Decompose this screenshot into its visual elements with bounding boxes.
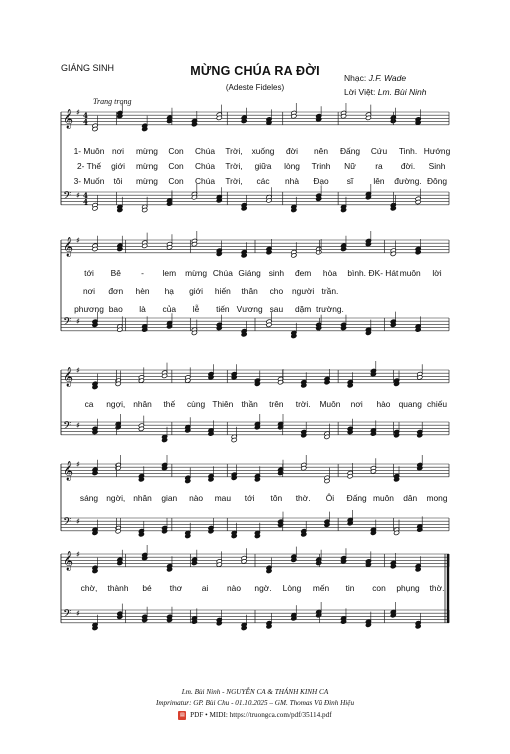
lyric-syllable: cùng (186, 399, 206, 409)
lyric-syllable: lem (162, 268, 177, 278)
lyric-syllable: nơi (82, 286, 96, 296)
footer-links (0, 711, 510, 720)
lyric-syllable: sĩ (346, 176, 354, 186)
lyric-syllable: ca (84, 399, 94, 409)
lyric-syllable: Đấng (339, 146, 361, 156)
lyric-syllable: hèn (135, 286, 150, 296)
lyric-syllable: Tinh. (398, 146, 418, 156)
lyric-syllable: nhân (133, 493, 152, 503)
lyric-syllable: nên (314, 146, 328, 156)
lyric-syllable: đơn (108, 286, 124, 296)
tempo-marking: Trang trọng (93, 97, 132, 106)
lyric-syllable: thành (107, 583, 129, 593)
lyric-syllable: tin (345, 583, 355, 593)
lyric-syllable: Trời, (225, 146, 243, 156)
lyric-syllable: Lòng (282, 583, 302, 593)
lyric-syllable: Con (168, 146, 184, 156)
lyric-syllable: sáng (79, 493, 99, 503)
lyric-syllable: hiến (214, 286, 231, 296)
lyric-syllable: là (139, 304, 146, 314)
lyric-syllable: hào (376, 399, 391, 409)
lyric-syllable: của (162, 304, 177, 314)
lyric-syllable: mừng (136, 161, 158, 171)
lyric-syllable: mến (312, 583, 330, 593)
lyric-syllable: nhân (133, 399, 152, 409)
bass-clef-icon: 𝄢 (63, 516, 72, 531)
lyric-syllable: Hướng (423, 146, 451, 156)
footer-author: Lm. Bùi Ninh - NGUYỄN CA & THÁNH KINH CA (181, 688, 329, 696)
lyric-syllable: sinh (268, 268, 285, 278)
lyric-syllable: mừng (136, 176, 158, 186)
treble-clef-icon: 𝄞 (63, 461, 74, 481)
lyric-syllable: muôn (372, 493, 394, 503)
lyric-syllable: phụng (396, 583, 420, 593)
lyric-syllable: trần. (321, 286, 339, 296)
lyric-syllable: đường. (394, 176, 422, 186)
lyric-syllable: Trinh (311, 161, 331, 171)
lyric-syllable: tới (84, 268, 94, 278)
music-system-4 (61, 458, 449, 546)
lyric-syllable: ngợi, (106, 399, 126, 409)
lyric-syllable: 2- Thế (76, 161, 102, 171)
download-url[interactable]: https://truongca.com/pdf/35114.pdf (229, 711, 332, 720)
lyric-syllable: gian (161, 493, 178, 503)
lyric-syllable: Đạo (313, 176, 329, 186)
lyric-syllable: giới (189, 286, 203, 296)
lyric-syllable: thơ (169, 583, 183, 593)
footer-imprimatur: Imprimatur: GP. Bùi Chu - 01.10.2025 – GM. Thomas Vũ Đình Hiệu (155, 699, 355, 707)
sharp-icon: ♯ (76, 517, 80, 526)
sharp-icon: ♯ (76, 236, 80, 245)
lyric-syllable: - (141, 268, 144, 278)
sharp-icon: ♯ (76, 550, 80, 559)
lyric-syllable: tôi (113, 176, 123, 186)
lyric-syllable: người (292, 286, 315, 296)
lyric-syllable: lễ (192, 304, 200, 314)
lyric-syllable: Bê (110, 268, 121, 278)
treble-clef-icon: 𝄞 (63, 237, 74, 257)
song-title: MỪNG CHÚA RA ĐỜI (190, 64, 320, 78)
lyric-syllable: Con (168, 176, 184, 186)
sharp-icon: ♯ (76, 460, 80, 469)
separator-bullet: • (205, 711, 208, 720)
midi-label: MIDI: (209, 711, 228, 720)
lyric-syllable: nhà (285, 176, 299, 186)
lyric-syllable: con (372, 583, 386, 593)
lyric-syllable: nơi (111, 146, 125, 156)
bass-clef-icon: 𝄢 (63, 190, 72, 205)
lyric-syllable: chiếu (426, 399, 448, 409)
song-subtitle: (Adeste Fideles) (225, 83, 285, 92)
lyric-syllable: thân (241, 286, 258, 296)
lyric-syllable: ngờ. (254, 583, 272, 593)
sharp-icon: ♯ (76, 191, 80, 200)
music-label: Nhạc: (344, 73, 367, 83)
lyric-syllable: mau (214, 493, 231, 503)
lyric-syllable: hạ (164, 286, 174, 296)
lyric-syllable: xuống (251, 146, 275, 156)
lyric-syllable: các (256, 176, 270, 186)
lyric-syllable: Chúa (194, 146, 216, 156)
pdf-link[interactable]: PDF (190, 711, 204, 720)
sharp-icon: ♯ (76, 108, 80, 117)
music-system-3 (61, 364, 449, 450)
lyric-syllable: quang (398, 399, 422, 409)
sharp-icon: ♯ (76, 421, 80, 430)
lyrics-label: Lời Việt: (344, 87, 376, 97)
lyric-syllable: thần (241, 399, 258, 409)
lyric-syllable: Chúa (194, 161, 216, 171)
treble-clef-icon: 𝄞 (63, 367, 74, 387)
pdf-icon: ▤ (180, 713, 185, 718)
treble-clef-icon: 𝄞 (63, 109, 74, 129)
lyric-syllable: Muôn (319, 399, 341, 409)
lyric-syllable: mừng (185, 268, 208, 278)
music-system-1 (61, 104, 449, 228)
sharp-icon: ♯ (76, 317, 80, 326)
lyric-syllable: sau (269, 304, 284, 314)
lyric-syllable: đời (285, 146, 299, 156)
lyric-syllable: bình. (347, 268, 367, 278)
lyric-syllable: Thiên (212, 399, 234, 409)
lyric-syllable: ra (375, 161, 383, 171)
lyric-syllable: Đấng (346, 493, 367, 503)
staff-system (61, 548, 449, 640)
sharp-icon: ♯ (76, 609, 80, 618)
category-label: GIÁNG SINH (61, 63, 115, 73)
lyric-syllable: tới (244, 493, 255, 503)
time-signature: 4 (83, 117, 88, 127)
lyric-syllable: bao (108, 304, 123, 314)
lyric-syllable: ngời, (106, 493, 126, 503)
lyric-syllable: Ôi (325, 493, 335, 503)
lyric-syllable: Vương (236, 304, 263, 314)
lyric-syllable: bé (142, 583, 152, 593)
lyric-syllable: lên (373, 176, 385, 186)
lyric-syllable: chờ, (80, 583, 98, 593)
time-signature: 4 (83, 197, 88, 207)
lyric-syllable: hòa (322, 268, 337, 278)
lyric-syllable: mừng (136, 146, 158, 156)
lyric-syllable: đời. (400, 161, 416, 171)
lyric-syllable: lời (432, 268, 442, 278)
lyric-syllable: Trời, (225, 176, 243, 186)
lyric-syllable: Chúa (212, 268, 233, 278)
lyric-syllable: thế (163, 399, 176, 409)
lyric-syllable: thờ. (429, 583, 445, 593)
lyric-syllable: dân (403, 493, 418, 503)
lyric-syllable: Sinh (428, 161, 446, 171)
lyric-syllable: Giáng (238, 268, 261, 278)
time-signature: 4 (83, 191, 88, 200)
lyric-syllable: phương (74, 304, 104, 314)
lyric-syllable: Trời, (225, 161, 243, 171)
lyric-syllable: đem (294, 268, 312, 278)
lyric-syllable: thờ. (295, 493, 311, 503)
lyric-syllable: cho (269, 286, 284, 296)
sharp-icon: ♯ (76, 366, 80, 375)
music-system-2 (61, 234, 449, 354)
lyric-syllable: giới (111, 161, 125, 171)
lyrics-credit (344, 87, 426, 97)
lyric-syllable: Cứu (370, 146, 388, 156)
lyric-syllable: nào (189, 493, 204, 503)
lyric-syllable: 1- Muôn (73, 146, 105, 156)
lyric-syllable: trời. (295, 399, 311, 409)
lyric-syllable: 3- Muốn (73, 176, 105, 186)
lyric-syllable: lòng (284, 161, 300, 171)
music-credit (344, 73, 406, 83)
lyric-syllable: Chúa (194, 176, 216, 186)
lyric-syllable: giữa (254, 161, 272, 171)
lyric-syllable: dặm (294, 304, 312, 314)
lyric-syllable: Con (168, 161, 184, 171)
lyric-syllable: muôn (399, 268, 421, 278)
lyric-syllable: nơi (350, 399, 363, 409)
lyric-syllable: ai (201, 583, 209, 593)
bass-clef-icon: 𝄢 (63, 608, 72, 623)
lyric-syllable: ĐK- Hát (368, 268, 399, 278)
lyrics-author: Lm. Bùi Ninh (377, 87, 427, 97)
treble-clef-icon: 𝄞 (63, 551, 74, 571)
lyric-syllable: mong (426, 493, 448, 503)
music-author: J.F. Wade (368, 73, 407, 83)
bass-clef-icon: 𝄢 (63, 316, 72, 331)
lyric-syllable: Đông (426, 176, 448, 186)
lyric-syllable: trên (269, 399, 284, 409)
music-system-5 (61, 548, 449, 640)
lyric-syllable: tiến (216, 304, 230, 314)
bass-clef-icon: 𝄢 (63, 420, 72, 435)
time-signature: 4 (83, 111, 88, 120)
lyric-syllable: Nữ (344, 161, 356, 171)
lyric-syllable: tôn (270, 493, 283, 503)
lyric-syllable: trường. (315, 304, 344, 314)
lyric-syllable: nào (227, 583, 241, 593)
